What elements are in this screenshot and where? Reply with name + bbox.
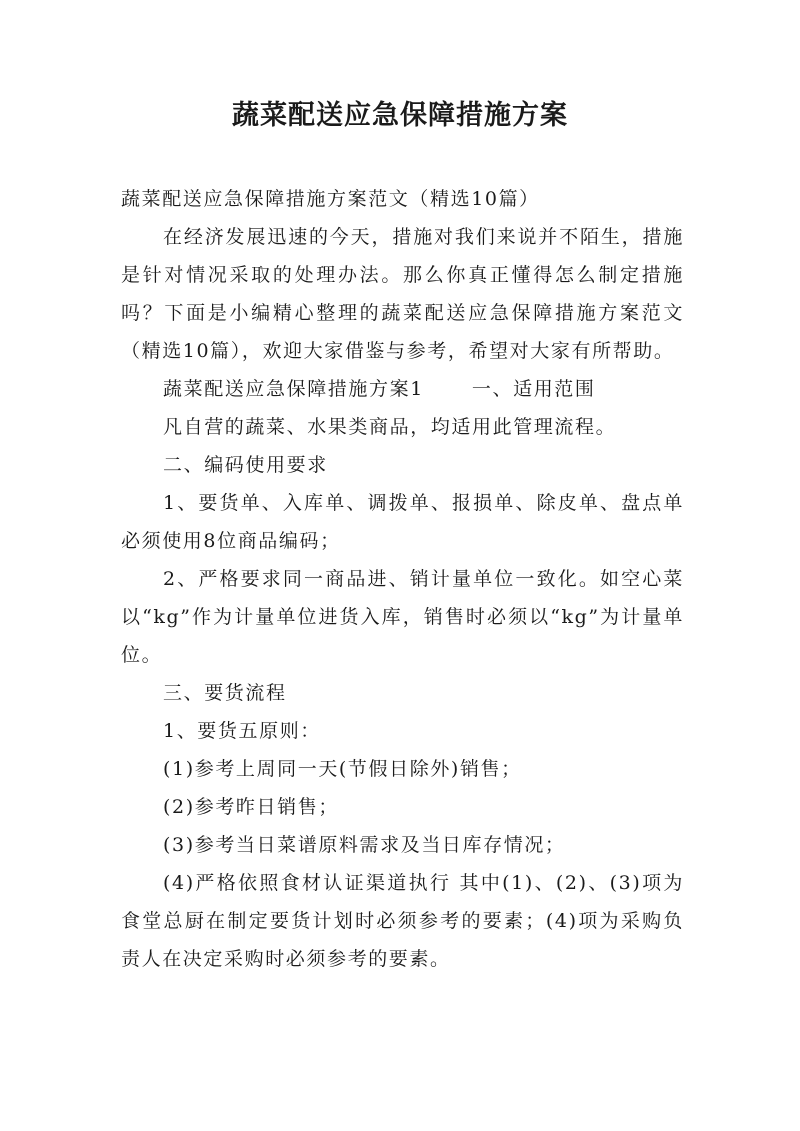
section1-heading: 一、适用范围 bbox=[471, 378, 596, 400]
principle-1: (1)参考上周同一天(节假日除外)销售； bbox=[163, 758, 522, 780]
section1-text: 凡自营的蔬菜、水果类商品，均适用此管理流程。 bbox=[163, 416, 617, 438]
principle-3: (3)参考当日菜谱原料需求及当日库存情况； bbox=[163, 834, 566, 856]
section2-item-2: 2、严格要求同一商品进、销计量单位一致化。如空心菜以“kg”作为计量单位进货入库，销售时必须以“kg”为计量单位。 bbox=[121, 568, 684, 666]
document-body bbox=[121, 180, 684, 978]
intro-paragraph: 在经济发展迅速的今天，措施对我们来说并不陌生，措施是针对情况采取的处理办法。那么你真正懂得怎么制定措施吗？下面是小编精心整理的蔬菜配送应急保障措施方案范文（精选10篇），欢迎大家借鉴与参考，希望对大家有所帮助。 bbox=[121, 226, 684, 362]
document-subtitle: 蔬菜配送应急保障措施方案范文（精选10篇） bbox=[121, 188, 540, 210]
article-heading-line bbox=[121, 370, 684, 408]
document-title: 蔬菜配送应急保障措施方案 bbox=[232, 100, 568, 131]
section2-item-1: 1、要货单、入库单、调拨单、报损单、除皮单、盘点单必须使用8位商品编码； bbox=[121, 492, 684, 552]
principle-4: (4)严格依照食材认证渠道执行 其中(1)、(2)、(3)项为食堂总厨在制定要货计划时必须参考的要素；(4)项为采购负责人在决定采购时必须参考的要素。 bbox=[121, 872, 684, 970]
article-heading: 蔬菜配送应急保障措施方案1 bbox=[163, 378, 424, 400]
section2-heading: 二、编码使用要求 bbox=[163, 454, 328, 476]
section3-item-1: 1、要货五原则： bbox=[163, 720, 321, 742]
section3-heading: 三、要货流程 bbox=[163, 682, 287, 704]
principle-2: (2)参考昨日销售； bbox=[163, 796, 339, 818]
